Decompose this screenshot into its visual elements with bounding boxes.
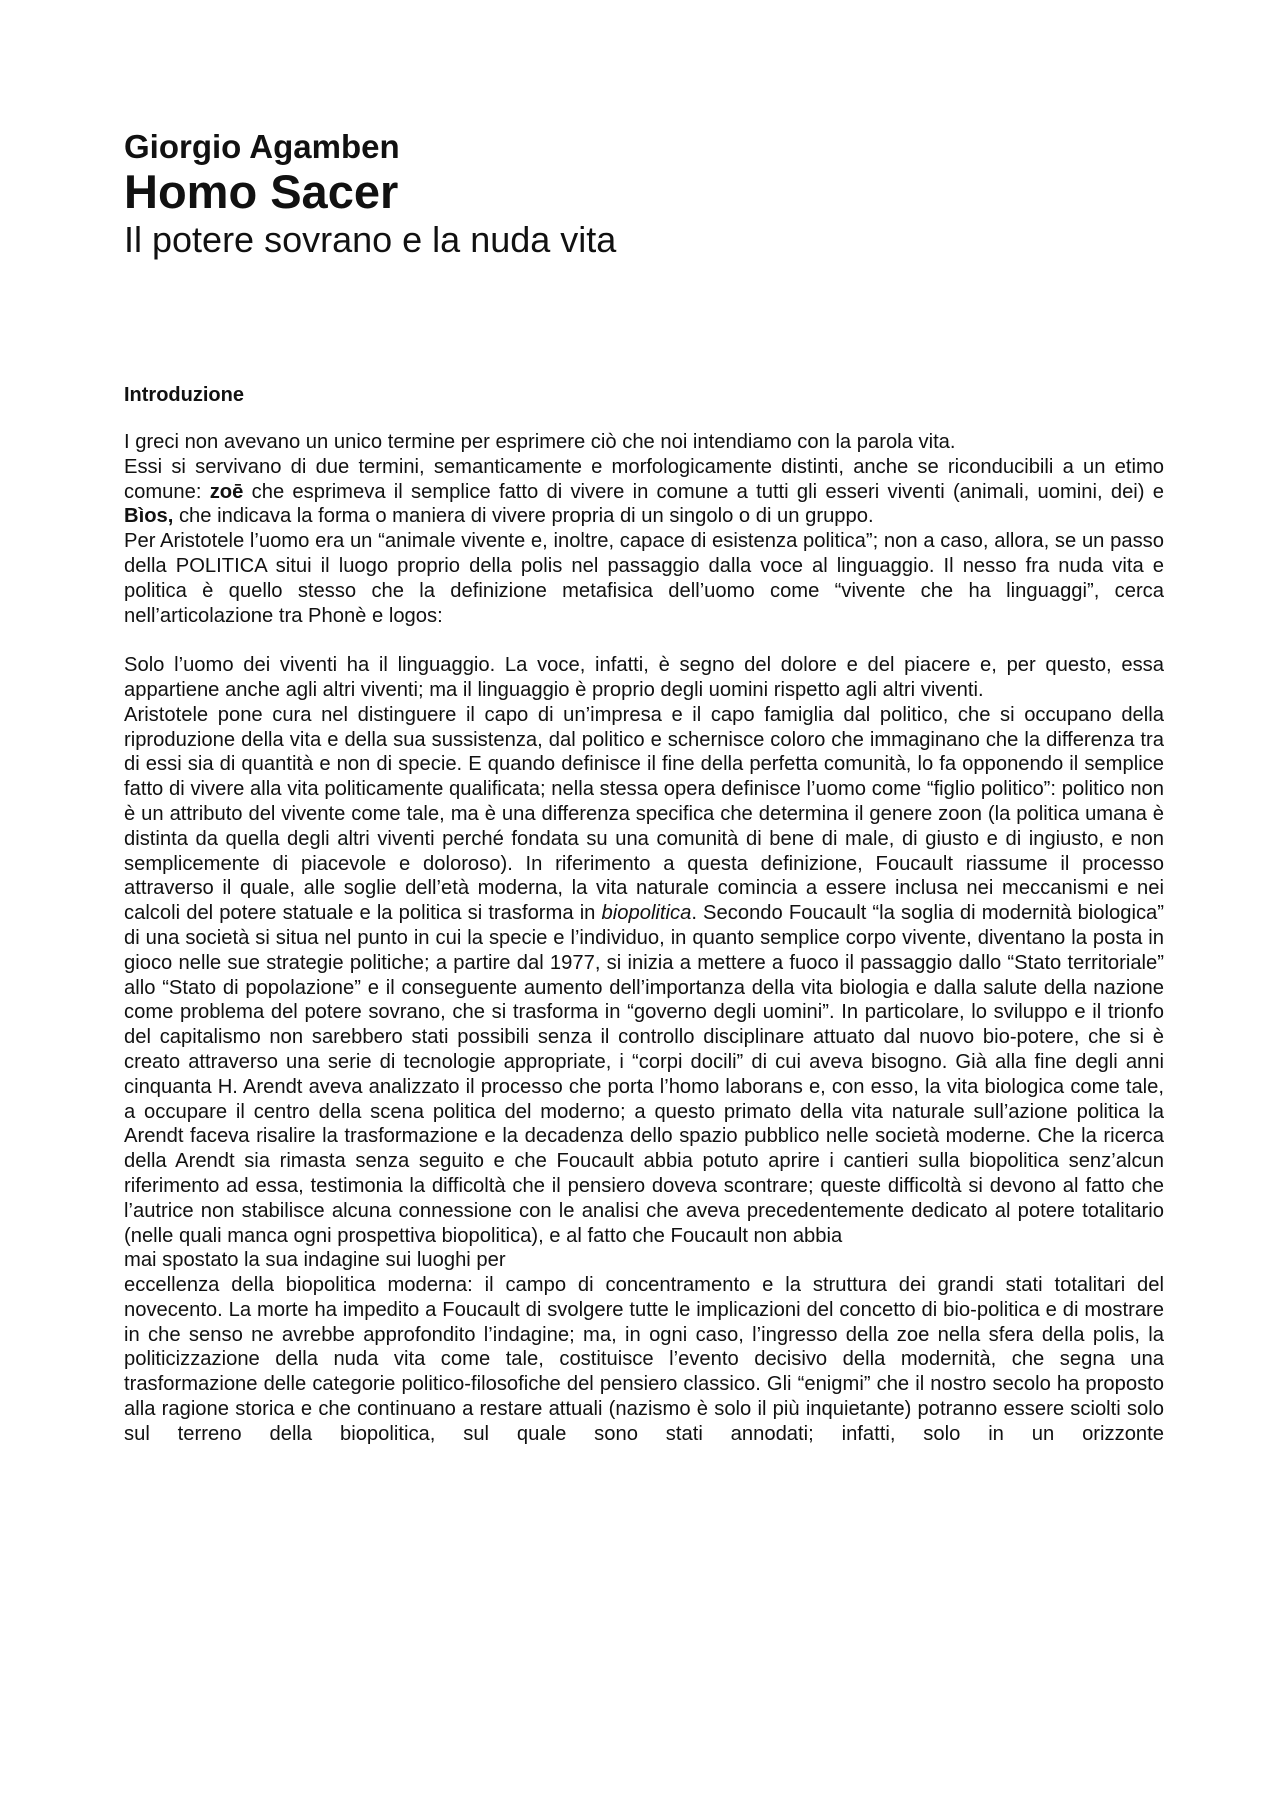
section-heading: Introduzione (124, 384, 244, 406)
paragraph-5 (124, 703, 1164, 1249)
author-name: Giorgio Agamben (124, 128, 400, 165)
paragraph-3-text: Per Aristotele l’uomo era un “animale vivente e, inoltre, capace di esistenza politica”; non a caso, allora, se un passo della POLITICA situi il luogo proprio della polis nel passaggio dalla voce al linguaggio. Il nesso fra nuda vita e politica è quello stesso che la definizione metafisica dell’uomo come “vivente che ha linguaggi”, cerca nell’articolazione tra Phonè e logos: (124, 530, 1164, 627)
paragraph-7-text: eccellenza della biopolitica moderna: il campo di concentramento e la struttura dei grandi stati totalitari del novecento. La morte ha impedito a Foucault di svolgere tutte le implicazioni del concetto di bio-politica e di mostrare in che senso ne avrebbe approfondito l’indagine; ma, in ogni caso, l’ingresso della zoe nella sfera della polis, la politicizzazione della nuda vita come tale, costituisce l’evento decisivo della modernità, che segna una trasformazione delle categorie politico-filosofiche del pensiero classico. Gli “enigmi” che il nostro secolo ha proposto alla ragione storica e che continuano a restare attuali (nazismo è solo il più inquietante) potranno essere sciolti solo sul terreno della biopolitica, sul quale sono stati annodati; infatti, solo in un orizzonte (124, 1274, 1164, 1445)
body-text (124, 430, 1164, 1447)
paragraph-7 (124, 1273, 1164, 1447)
paragraph-1-text: I greci non avevano un unico termine per esprimere ciò che noi intendiamo con la parola vita. (124, 431, 956, 453)
paragraph-2 (124, 455, 1164, 529)
term-zoe: zoē (209, 480, 244, 503)
document-page (124, 128, 1164, 1447)
book-subtitle: Il potere sovrano e la nuda vita (124, 219, 617, 260)
paragraph-6-text: mai spostato la sua indagine sui luoghi per (124, 1249, 506, 1272)
paragraph-6 (124, 1248, 1164, 1273)
paragraph-4 (124, 653, 1164, 703)
paragraph-4-text: Solo l’uomo dei viventi ha il linguaggio. La voce, infatti, è segno del dolore e del piacere e, per questo, essa appartiene anche agli altri viventi; ma il linguaggio è proprio degli uomini rispetto agli altri viventi. (124, 654, 1164, 701)
term-bios: Bìos, (124, 505, 174, 528)
paragraph-5-text-a: Aristotele pone cura nel distinguere il capo di un’impresa e il capo famiglia dal politico, che si occupano della riproduzione della vita e della sua sussistenza, dal politico e schernisce coloro che immaginano che la differenza tra di essi sia di quantità e non di specie. E quando definisce il fine della perfetta comunità, lo fa opponendo il semplice fatto di vivere alla vita politicamente qualificata; nella stessa opera definisce l’uomo come “figlio politico”: politico non è un attributo del vivente come tale, ma è una differenza specifica che determina il genere zoon (la politica umana è distinta da quella degli altri viventi perché fondata su una comunità di bene di male, di giusto e di ingiusto, e non semplicemente di piacevole e doloroso). In riferimento a questa definizione, Foucault riassume il processo attraverso il quale, alle soglie dell’età moderna, la vita naturale comincia a essere inclusa nei meccanismi e nei calcoli del potere statuale e la politica si trasforma in (124, 703, 1164, 925)
paragraph-1 (124, 430, 1164, 455)
paragraph-5-text-b: . Secondo Foucault “la soglia di modernità biologica” di una società si situa nel punto in cui la specie e l’individuo, in quanto semplice corpo vivente, diventano la posta in gioco nelle sue strategie politiche; a partire dal 1977, si inizia a mettere a fuoco il passaggio dallo “Stato territoriale” allo “Stato di popolazione” e il conseguente aumento dell’importanza della vita biologia e dalla salute della nazione come problema del potere sovrano, che si trasforma in “governo degli uomini”. In particolare, lo sviluppo e il trionfo del capitalismo non sarebbero stati possibili senza il controllo disciplinare attuato dal nuovo bio-potere, che si è creato attraverso una serie di tecnologie appropriate, i “corpi docili” di cui aveva bisogno. Già alla fine degli anni cinquanta H. Arendt aveva analizzato il processo che porta l’homo laborans e, con esso, la vita biologica come tale, a occupare il centro della scena politica del moderno; a questo primato della vita naturale sull’azione politica la Arendt faceva risalire la trasformazione e la decadenza dello spazio pubblico nelle società moderne. Che la ricerca della Arendt sia rimasta senza seguito e che Foucault abbia potuto aprire i cantieri sulla biopolitica senz’alcun riferimento ad essa, testimonia la difficoltà che il pensiero doveva scontrare; queste difficoltà si devono al fatto che l’autrice non stabilisce alcuna connessione con le analisi che aveva precedentemente dedicato al potere totalitario (nelle quali manca ogni prospettiva biopolitica), e al fatto che Foucault non abbia (124, 902, 1164, 1247)
paragraph-2-text-a: Essi si servivano di due termini, semanticamente e morfologicamente distinti, anche se riconducibili a un etimo comune: (124, 455, 1164, 503)
paragraph-gap (124, 628, 1164, 653)
paragraph-2-text-c: che indicava la forma o maniera di vivere propria di un singolo o di un gruppo. (173, 505, 874, 528)
book-title: Homo Sacer (124, 165, 399, 218)
term-biopolitica: biopolitica (601, 902, 692, 925)
paragraph-3 (124, 529, 1164, 628)
paragraph-2-text-b: che esprimeva il semplice fatto di vivere in comune a tutti gli esseri viventi (animali, uomini, dei) e (243, 480, 1164, 503)
